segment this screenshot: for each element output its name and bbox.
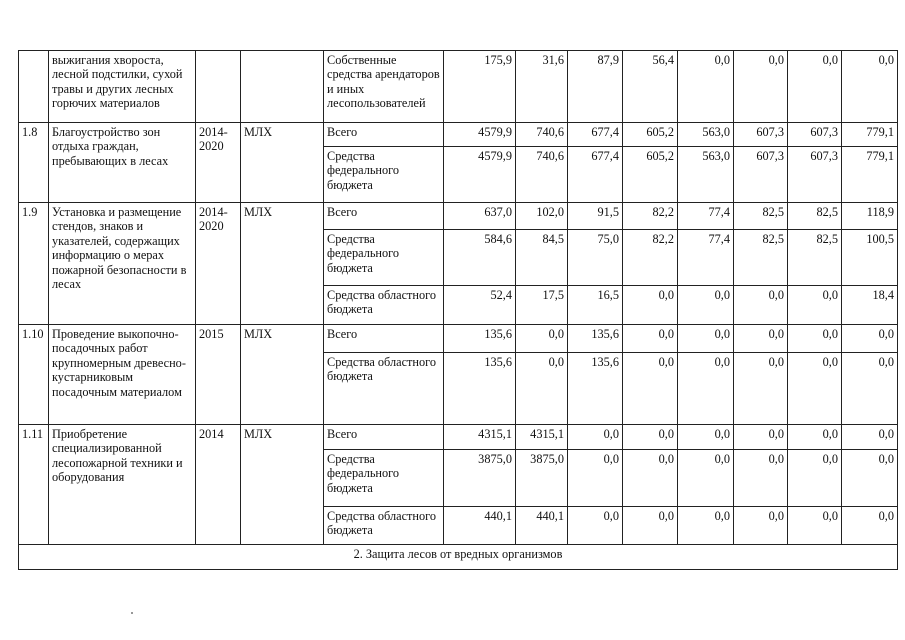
amount-cell: 607,3 [788, 123, 842, 147]
amount-cell: 779,1 [842, 147, 898, 203]
amount-cell: 77,4 [678, 203, 734, 230]
item-code [19, 51, 49, 123]
amount-cell: 0,0 [734, 325, 788, 353]
amount-cell: 0,0 [734, 450, 788, 507]
amount-cell: 91,5 [568, 203, 623, 230]
section-title: 2. Защита лесов от вредных организмов [19, 545, 898, 570]
amount-cell: 0,0 [623, 450, 678, 507]
item-code: 1.10 [19, 325, 49, 425]
amount-cell: 584,6 [444, 230, 516, 286]
amount-cell: 0,0 [788, 507, 842, 545]
funding-source: Средства федерального бюджета [324, 230, 444, 286]
funding-source: Собственные средства арендаторов и иных лесопользователей [324, 51, 444, 123]
budget-table [18, 50, 898, 570]
amount-cell: 0,0 [678, 286, 734, 325]
amount-cell: 779,1 [842, 123, 898, 147]
amount-cell: 17,5 [516, 286, 568, 325]
amount-cell: 82,2 [623, 203, 678, 230]
item-executor: МЛХ [241, 425, 324, 545]
amount-cell: 0,0 [678, 425, 734, 450]
amount-cell: 605,2 [623, 147, 678, 203]
funding-source: Средства областного бюджета [324, 353, 444, 425]
amount-cell: 4579,9 [444, 123, 516, 147]
amount-cell: 0,0 [568, 507, 623, 545]
amount-cell: 135,6 [444, 325, 516, 353]
amount-cell: 0,0 [623, 507, 678, 545]
amount-cell: 0,0 [842, 353, 898, 425]
amount-cell: 0,0 [788, 51, 842, 123]
amount-cell: 0,0 [678, 325, 734, 353]
funding-source: Всего [324, 325, 444, 353]
amount-cell: 82,5 [734, 230, 788, 286]
amount-cell: 637,0 [444, 203, 516, 230]
item-code: 1.8 [19, 123, 49, 203]
amount-cell: 175,9 [444, 51, 516, 123]
amount-cell: 740,6 [516, 123, 568, 147]
item-years: 2014-2020 [196, 203, 241, 325]
amount-cell: 18,4 [842, 286, 898, 325]
amount-cell: 4315,1 [516, 425, 568, 450]
amount-cell: 740,6 [516, 147, 568, 203]
amount-cell: 135,6 [444, 353, 516, 425]
amount-cell: 0,0 [788, 425, 842, 450]
item-years [196, 51, 241, 123]
amount-cell: 75,0 [568, 230, 623, 286]
item-name: Установка и размещение стендов, знаков и указателей, содержащих информацию о мерах пожарной безопасности в лесах [49, 203, 196, 325]
amount-cell: 677,4 [568, 123, 623, 147]
amount-cell: 0,0 [678, 51, 734, 123]
funding-source: Средства областного бюджета [324, 507, 444, 545]
item-executor [241, 51, 324, 123]
amount-cell: 82,2 [623, 230, 678, 286]
amount-cell: 0,0 [734, 507, 788, 545]
amount-cell: 607,3 [734, 123, 788, 147]
amount-cell: 0,0 [516, 325, 568, 353]
amount-cell: 0,0 [623, 353, 678, 425]
amount-cell: 0,0 [678, 353, 734, 425]
table-row [19, 123, 898, 147]
amount-cell: 118,9 [842, 203, 898, 230]
table-body [19, 51, 898, 570]
amount-cell: 0,0 [623, 425, 678, 450]
item-code: 1.11 [19, 425, 49, 545]
item-name: Приобретение специализированной лесопожарной техники и оборудования [49, 425, 196, 545]
amount-cell: 677,4 [568, 147, 623, 203]
funding-source: Всего [324, 123, 444, 147]
amount-cell: 0,0 [734, 51, 788, 123]
amount-cell: 135,6 [568, 353, 623, 425]
amount-cell: 135,6 [568, 325, 623, 353]
item-executor: МЛХ [241, 123, 324, 203]
funding-source: Всего [324, 203, 444, 230]
amount-cell: 0,0 [842, 325, 898, 353]
section-row [19, 545, 898, 570]
amount-cell: 31,6 [516, 51, 568, 123]
amount-cell: 607,3 [734, 147, 788, 203]
amount-cell: 0,0 [788, 353, 842, 425]
funding-source: Средства федерального бюджета [324, 147, 444, 203]
funding-source: Средства федерального бюджета [324, 450, 444, 507]
amount-cell: 4315,1 [444, 425, 516, 450]
amount-cell: 0,0 [842, 425, 898, 450]
amount-cell: 3875,0 [516, 450, 568, 507]
amount-cell: 440,1 [516, 507, 568, 545]
amount-cell: 0,0 [788, 325, 842, 353]
amount-cell: 16,5 [568, 286, 623, 325]
amount-cell: 0,0 [788, 286, 842, 325]
item-years: 2015 [196, 325, 241, 425]
amount-cell: 77,4 [678, 230, 734, 286]
amount-cell: 0,0 [678, 507, 734, 545]
amount-cell: 82,5 [788, 230, 842, 286]
amount-cell: 87,9 [568, 51, 623, 123]
item-name: выжигания хвороста, лесной подстилки, сухой травы и других лесных горючих материалов [49, 51, 196, 123]
amount-cell: 0,0 [568, 425, 623, 450]
funding-source: Всего [324, 425, 444, 450]
table-row [19, 425, 898, 450]
amount-cell: 0,0 [734, 425, 788, 450]
amount-cell: 605,2 [623, 123, 678, 147]
item-executor: МЛХ [241, 203, 324, 325]
amount-cell: 102,0 [516, 203, 568, 230]
amount-cell: 82,5 [734, 203, 788, 230]
amount-cell: 607,3 [788, 147, 842, 203]
amount-cell: 0,0 [842, 450, 898, 507]
amount-cell: 563,0 [678, 147, 734, 203]
amount-cell: 82,5 [788, 203, 842, 230]
item-years: 2014-2020 [196, 123, 241, 203]
table-row [19, 203, 898, 230]
scan-speck [131, 612, 133, 614]
amount-cell: 0,0 [516, 353, 568, 425]
item-name: Проведение выкопочно-посадочных работ крупномерным древесно-кустарниковым посадочным материалом [49, 325, 196, 425]
amount-cell: 0,0 [788, 450, 842, 507]
amount-cell: 440,1 [444, 507, 516, 545]
item-years: 2014 [196, 425, 241, 545]
amount-cell: 100,5 [842, 230, 898, 286]
amount-cell: 0,0 [678, 450, 734, 507]
amount-cell: 0,0 [623, 286, 678, 325]
amount-cell: 84,5 [516, 230, 568, 286]
amount-cell: 0,0 [568, 450, 623, 507]
amount-cell: 0,0 [734, 286, 788, 325]
amount-cell: 4579,9 [444, 147, 516, 203]
amount-cell: 56,4 [623, 51, 678, 123]
item-name: Благоустройство зон отдыха граждан, пребывающих в лесах [49, 123, 196, 203]
amount-cell: 563,0 [678, 123, 734, 147]
table-row [19, 51, 898, 123]
funding-source: Средства областного бюджета [324, 286, 444, 325]
amount-cell: 52,4 [444, 286, 516, 325]
item-code: 1.9 [19, 203, 49, 325]
amount-cell: 0,0 [842, 51, 898, 123]
item-executor: МЛХ [241, 325, 324, 425]
amount-cell: 3875,0 [444, 450, 516, 507]
table-row [19, 325, 898, 353]
amount-cell: 0,0 [623, 325, 678, 353]
amount-cell: 0,0 [734, 353, 788, 425]
amount-cell: 0,0 [842, 507, 898, 545]
